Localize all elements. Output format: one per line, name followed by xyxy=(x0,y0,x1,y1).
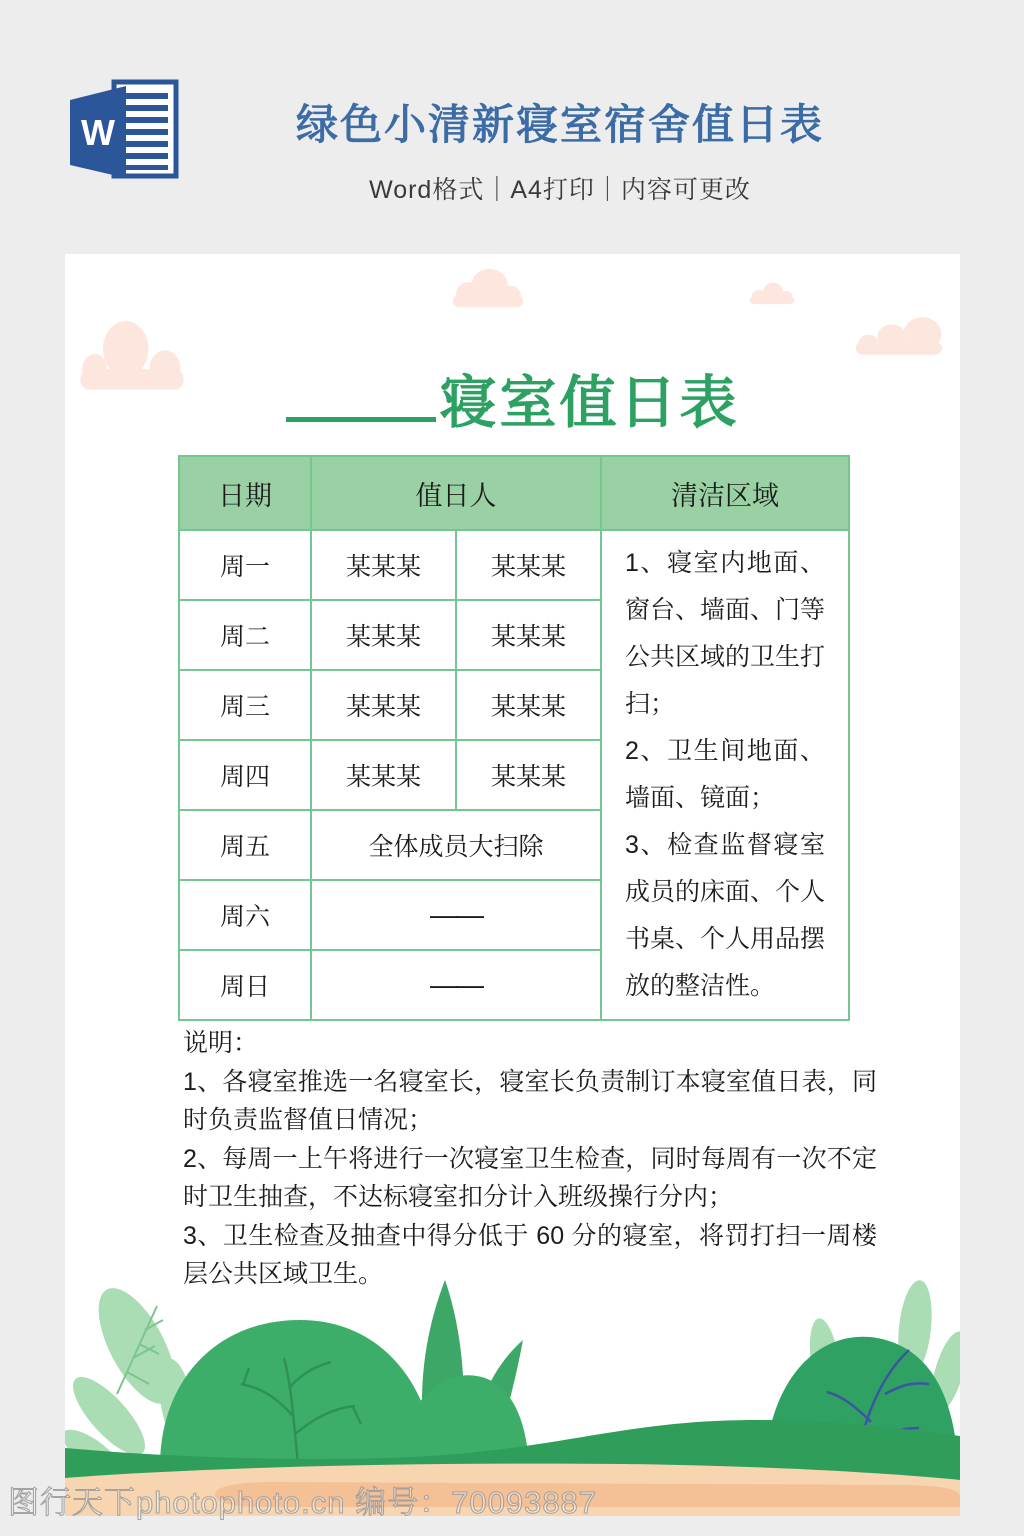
person-cell: 某某某 xyxy=(457,601,600,669)
cleaning-item: 2、卫生间地面、墙面、镜面； xyxy=(625,737,825,812)
note-item: 1、各寝室推选一名寝室长，寝室长负责制订本寝室值日表，同时负责监督值日情况； xyxy=(183,1067,877,1134)
day-cell: 周三 xyxy=(180,671,310,739)
cloud-top-center-icon xyxy=(440,266,536,310)
col-header-area: 清洁区域 xyxy=(602,457,848,529)
word-icon-letter: W xyxy=(81,112,115,153)
title-blank-underline xyxy=(286,417,436,422)
person-cell: 某某某 xyxy=(457,741,600,809)
cloud-top-right-icon xyxy=(741,278,805,306)
person-merged-cell: 全体成员大扫除 xyxy=(312,811,600,879)
person-cell: 某某某 xyxy=(312,531,455,599)
cleaning-area-cell xyxy=(602,531,848,1019)
duty-table xyxy=(178,455,850,1021)
person-cell: 某某某 xyxy=(312,671,455,739)
day-cell: 周六 xyxy=(180,881,310,949)
page-title: 绿色小清新寝室宿舍值日表 xyxy=(295,101,824,148)
day-cell: 周四 xyxy=(180,741,310,809)
header-text-block xyxy=(150,0,970,206)
person-cell: 某某某 xyxy=(457,671,600,739)
note-item: 3、卫生检查及抽查中得分低于 60 分的寝室，将罚打扫一周楼层公共区域卫生。 xyxy=(183,1221,877,1288)
watermark: 图行天下photophoto.cn 编号：70093887 xyxy=(8,1485,598,1520)
poster-title-row xyxy=(65,348,960,435)
day-cell: 周五 xyxy=(180,811,310,879)
person-cell: 某某某 xyxy=(457,531,600,599)
person-cell: 某某某 xyxy=(312,741,455,809)
note-item: 2、每周一上午将进行一次寝室卫生检查，同时每周有一次不定时卫生抽查，不达标寝室扣分计入班级操行分内； xyxy=(183,1144,877,1211)
bush-left xyxy=(160,1320,529,1466)
day-cell: 周一 xyxy=(180,531,310,599)
cleaning-item: 1、寝室内地面、窗台、墙面、门等公共区域的卫生打扫； xyxy=(625,549,826,718)
poster-title: 寝室值日表 xyxy=(439,371,740,435)
person-merged-cell: —— xyxy=(312,951,600,1019)
day-cell: 周日 xyxy=(180,951,310,1019)
person-merged-cell: —— xyxy=(312,881,600,949)
col-header-date: 日期 xyxy=(180,457,310,529)
page-subtitle: Word格式｜A4打印｜内容可更改 xyxy=(369,176,751,204)
day-cell: 周二 xyxy=(180,601,310,669)
cleaning-item: 3、检查监督寝室成员的床面、个人书桌、个人用品摆放的整洁性。 xyxy=(625,831,826,1000)
col-header-person: 值日人 xyxy=(312,457,600,529)
poster-preview xyxy=(65,254,960,1516)
person-cell: 某某某 xyxy=(312,601,455,669)
notes-heading: 说明： xyxy=(183,1029,259,1057)
page-header xyxy=(0,0,1024,254)
